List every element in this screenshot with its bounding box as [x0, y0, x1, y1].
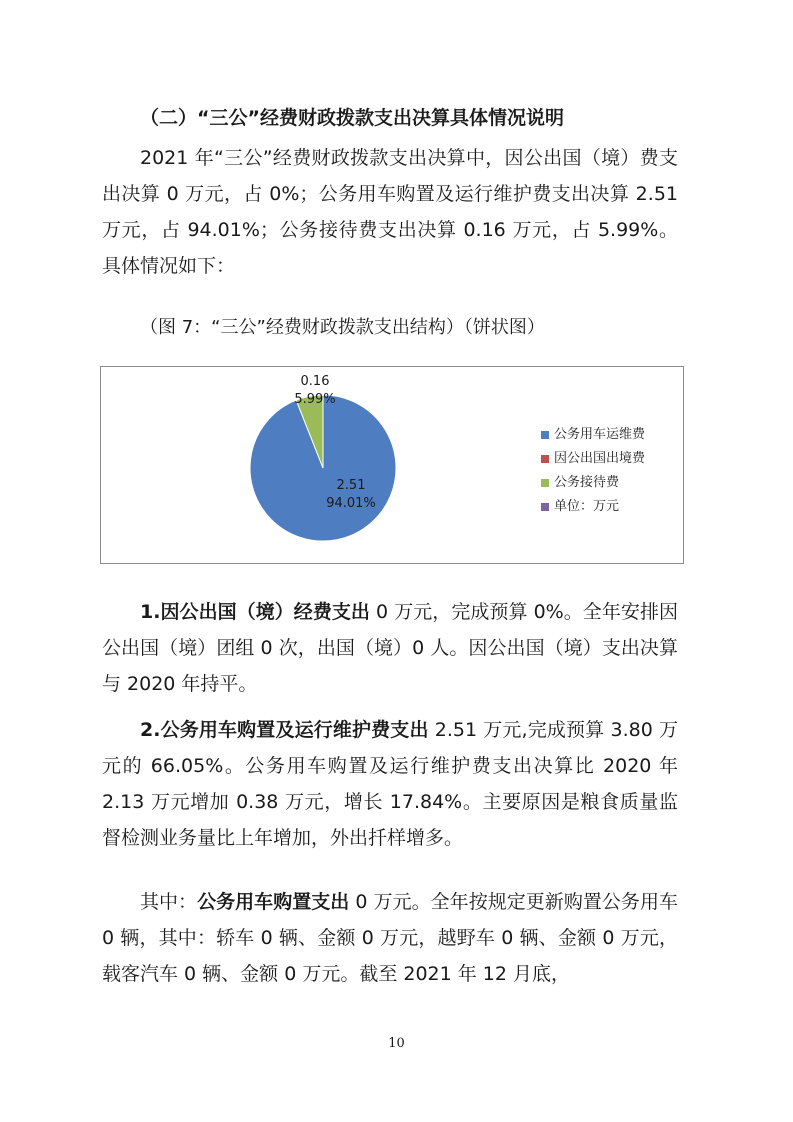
data-label-reception-value: 0.16 — [300, 374, 330, 389]
section1-body: 0 万元，完成预算 0%。全年安排因公出国（境）团组 0 次，出国（境）0 人。因公出国（境）支出决算与 2020 年持平。 — [102, 601, 678, 695]
section2-body: 2.51 万元,完成预算 3.80 万元的 66.05%。公务用车购置及运行维护费支出决算比 2020 年 2.13 万元增加 0.38 万元，增长 17.84%。主要原因是粮食质量监督检测业务量比上年增加，外出扦样增多。 — [102, 719, 678, 849]
section-heading: （二）“三公”经费财政拨款支出决算具体情况说明 — [140, 107, 564, 129]
legend-label-abroad: 因公出国出境费 — [554, 451, 646, 466]
section3-prefix: 其中： — [140, 891, 198, 913]
section2-paragraph — [102, 712, 678, 856]
legend-swatch-car — [541, 431, 549, 439]
legend-item-car — [541, 423, 645, 447]
legend-label-reception: 公务接待费 — [554, 475, 620, 490]
legend-label-car: 公务用车运维费 — [554, 427, 646, 442]
pie-chart — [100, 366, 684, 564]
legend-item-unit — [541, 495, 645, 519]
page-number: 10 — [388, 1036, 405, 1051]
section1-paragraph — [102, 594, 678, 702]
legend-swatch-reception — [541, 479, 549, 487]
legend-item-reception — [541, 471, 645, 495]
legend-label-unit: 单位：万元 — [554, 499, 620, 514]
section3-body: 0 万元。全年按规定更新购置公务用车 0 辆，其中：轿车 0 辆、金额 0 万元，越野车 0 辆、金额 0 万元，载客汽车 0 辆、金额 0 万元。截至 2021 年 12 月底， — [102, 891, 678, 985]
legend-swatch-unit — [541, 503, 549, 511]
section3-paragraph — [102, 884, 678, 992]
section2-title: 2.公务用车购置及运行维护费支出 — [140, 719, 429, 741]
intro-paragraph: 2021 年“三公”经费财政拨款支出决算中，因公出国（境）费支出决算 0 万元，占 0%；公务用车购置及运行维护费支出决算 2.51 万元，占 94.01%；公务接待费支出决算 0.16 万元，占 5.99%。具体情况如下： — [102, 147, 678, 277]
section3-title: 公务用车购置支出 — [197, 891, 350, 913]
figure-caption: （图 7：“三公”经费财政拨款支出结构）（饼状图） — [140, 317, 545, 338]
chart-legend — [541, 423, 645, 519]
section1-title: 1.因公出国（境）经费支出 — [140, 601, 370, 623]
legend-item-abroad — [541, 447, 645, 471]
data-label-reception-percent: 5.99% — [294, 392, 336, 407]
data-label-car-percent: 94.01% — [326, 496, 376, 511]
legend-swatch-abroad — [541, 455, 549, 463]
data-label-car-value: 2.51 — [336, 478, 366, 493]
